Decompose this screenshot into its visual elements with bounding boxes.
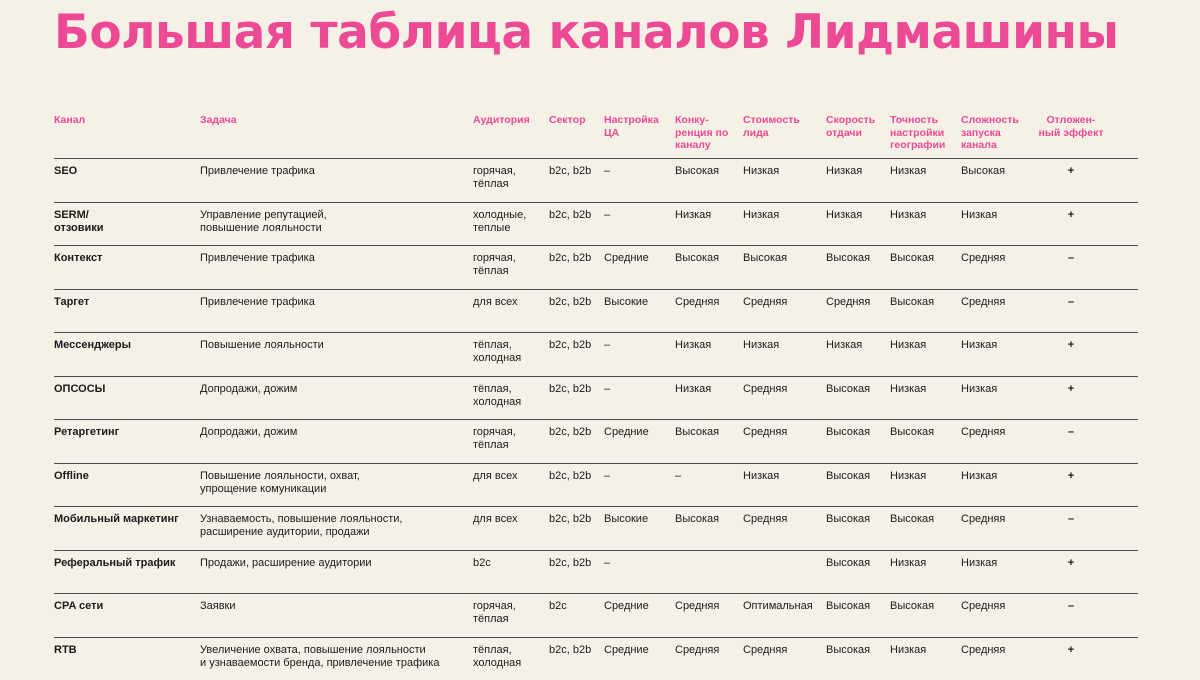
table-cell: Высокая [961, 165, 1033, 178]
table-cell: тёплая, холодная [473, 644, 543, 670]
column-header: Скорость отдачи [826, 114, 888, 139]
column-header: Точность настройки географии [890, 114, 956, 152]
table-cell: – [1038, 513, 1104, 526]
table-cell: + [1038, 644, 1104, 657]
table-cell: Средняя [826, 296, 888, 309]
table-cell: горячая, тёплая [473, 252, 543, 278]
table-row [54, 419, 1138, 463]
table-cell: Низкая [890, 383, 956, 396]
table-cell: Низкая [743, 470, 821, 483]
table-cell: Средняя [743, 296, 821, 309]
table-cell: b2c, b2b [549, 209, 601, 222]
table-row [54, 332, 1138, 376]
table-row [54, 202, 1138, 246]
table-cell: Низкая [961, 557, 1033, 570]
table-cell: Низкая [826, 165, 888, 178]
table-cell: Высокая [826, 513, 888, 526]
table-cell: тёплая, холодная [473, 339, 543, 365]
table-cell: Высокая [826, 600, 888, 613]
table-cell: Низкая [675, 339, 737, 352]
table-cell: + [1038, 339, 1104, 352]
table-cell: Низкая [675, 383, 737, 396]
table-cell: Повышение лояльности, охват, упрощение комуникации [200, 470, 468, 496]
column-header: Стоимость лида [743, 114, 821, 139]
table-cell: – [604, 383, 670, 396]
table-cell: Низкая [675, 209, 737, 222]
table-cell: Низкая [890, 470, 956, 483]
table-cell: Высокая [826, 383, 888, 396]
table-cell: Средняя [961, 600, 1033, 613]
table-cell: для всех [473, 470, 543, 483]
table-cell: Низкая [826, 339, 888, 352]
table-cell: Низкая [890, 209, 956, 222]
column-header: Настройка ЦА [604, 114, 670, 139]
table-cell: Низкая [890, 644, 956, 657]
table-cell: Средняя [743, 383, 821, 396]
table-cell: Высокая [675, 513, 737, 526]
table-cell: Высокая [826, 252, 888, 265]
table-row [54, 245, 1138, 289]
table-cell: Средняя [961, 644, 1033, 657]
table-row [54, 289, 1138, 333]
table-cell: Низкая [743, 209, 821, 222]
table-cell: Заявки [200, 600, 468, 613]
table-cell: Средняя [961, 296, 1033, 309]
table-cell: Высокая [826, 426, 888, 439]
table-cell: Допродажи, дожим [200, 383, 468, 396]
table-cell: b2c, b2b [549, 470, 601, 483]
table-row [54, 506, 1138, 550]
channel-name: SERM/ отзовики [54, 209, 194, 235]
table-cell: холодные, теплые [473, 209, 543, 235]
table-row [54, 158, 1138, 202]
table-cell: b2c [473, 557, 543, 570]
table-cell: Средняя [675, 296, 737, 309]
table-cell: Высокие [604, 513, 670, 526]
table-cell: – [1038, 426, 1104, 439]
table-row [54, 550, 1138, 594]
channel-name: ОПСОСЫ [54, 383, 194, 396]
table-cell: Продажи, расширение аудитории [200, 557, 468, 570]
channel-name: Реферальный трафик [54, 557, 194, 570]
table-cell: Низкая [961, 470, 1033, 483]
channel-name: Контекст [54, 252, 194, 265]
table-cell: Средние [604, 600, 670, 613]
table-cell: Средние [604, 644, 670, 657]
table-cell: b2c, b2b [549, 296, 601, 309]
table-cell: + [1038, 165, 1104, 178]
table-cell: Высокие [604, 296, 670, 309]
table-cell: b2c, b2b [549, 252, 601, 265]
table-cell: – [604, 209, 670, 222]
table-cell: Средняя [961, 252, 1033, 265]
page-title: Большая таблица каналов Лидмашины [54, 0, 1118, 66]
channel-name: Таргет [54, 296, 194, 309]
table-cell: Высокая [890, 296, 956, 309]
table-cell: Высокая [826, 470, 888, 483]
table-cell: горячая, тёплая [473, 600, 543, 626]
table-cell: Средняя [675, 644, 737, 657]
table-header [54, 114, 1138, 158]
table-cell: Высокая [826, 644, 888, 657]
table-cell: Управление репутацией, повышение лояльности [200, 209, 468, 235]
table-cell: Низкая [826, 209, 888, 222]
table-cell: + [1038, 557, 1104, 570]
table-cell: – [604, 339, 670, 352]
table-row [54, 463, 1138, 507]
table-body [54, 158, 1138, 680]
table-row [54, 376, 1138, 420]
table-cell: – [604, 557, 670, 570]
table-row [54, 593, 1138, 637]
table-cell: Высокая [890, 252, 956, 265]
table-cell: Высокая [675, 165, 737, 178]
column-header: Конку- ренция по каналу [675, 114, 737, 152]
channel-name: Мессенджеры [54, 339, 194, 352]
channel-name: Offline [54, 470, 194, 483]
table-cell: – [604, 470, 670, 483]
table-cell: Низкая [961, 209, 1033, 222]
table-cell: Низкая [743, 165, 821, 178]
column-header: Аудитория [473, 114, 543, 127]
table-cell: – [604, 165, 670, 178]
table-cell: + [1038, 470, 1104, 483]
table-cell: Высокая [890, 513, 956, 526]
table-cell: Средняя [675, 600, 737, 613]
column-header: Задача [200, 114, 468, 127]
table-cell: горячая, тёплая [473, 165, 543, 191]
table-cell: Средняя [961, 513, 1033, 526]
table-cell: Средняя [743, 644, 821, 657]
table-cell: Допродажи, дожим [200, 426, 468, 439]
table-cell: Низкая [743, 339, 821, 352]
table-cell: Средние [604, 252, 670, 265]
column-header: Сектор [549, 114, 601, 127]
table-cell: Средние [604, 426, 670, 439]
table-cell: Привлечение трафика [200, 252, 468, 265]
table-cell: – [1038, 600, 1104, 613]
table-cell: b2c, b2b [549, 383, 601, 396]
table-cell: Высокая [743, 252, 821, 265]
table-cell: Оптимальная [743, 600, 821, 613]
table-cell: горячая, тёплая [473, 426, 543, 452]
table-cell: b2c, b2b [549, 165, 601, 178]
table-cell: Средняя [961, 426, 1033, 439]
table-cell: Средняя [743, 426, 821, 439]
table-cell: Высокая [890, 426, 956, 439]
table-cell: Низкая [890, 557, 956, 570]
table-cell: Привлечение трафика [200, 296, 468, 309]
table-cell: Привлечение трафика [200, 165, 468, 178]
channel-name: SEO [54, 165, 194, 178]
table-cell: Узнаваемость, повышение лояльности, расширение аудитории, продажи [200, 513, 468, 539]
channel-name: RTB [54, 644, 194, 657]
channel-name: CPA сети [54, 600, 194, 613]
table-cell: Повышение лояльности [200, 339, 468, 352]
table-cell: Увеличение охвата, повышение лояльности и узнаваемости бренда, привлечение трафика [200, 644, 468, 670]
table-cell: Высокая [675, 426, 737, 439]
table-cell: для всех [473, 296, 543, 309]
column-header: Отложен- ный эффект [1038, 114, 1104, 139]
channel-name: Ретаргетинг [54, 426, 194, 439]
channels-table [54, 114, 1138, 680]
column-header: Канал [54, 114, 194, 127]
table-cell: Высокая [826, 557, 888, 570]
table-cell: Высокая [675, 252, 737, 265]
table-row [54, 637, 1138, 680]
table-cell: b2c, b2b [549, 339, 601, 352]
table-cell: b2c, b2b [549, 426, 601, 439]
table-cell: b2c, b2b [549, 557, 601, 570]
table-cell: Низкая [890, 165, 956, 178]
table-cell: Высокая [890, 600, 956, 613]
table-cell: тёплая, холодная [473, 383, 543, 409]
table-cell: – [1038, 252, 1104, 265]
table-cell: Низкая [890, 339, 956, 352]
table-cell: Низкая [961, 383, 1033, 396]
table-cell: для всех [473, 513, 543, 526]
channel-name: Мобильный маркетинг [54, 513, 194, 526]
table-cell: b2c, b2b [549, 513, 601, 526]
table-cell: – [675, 470, 737, 483]
table-cell: + [1038, 383, 1104, 396]
table-cell: – [1038, 296, 1104, 309]
table-cell: Низкая [961, 339, 1033, 352]
table-cell: b2c [549, 600, 601, 613]
table-cell: b2c, b2b [549, 644, 601, 657]
table-cell: Средняя [743, 513, 821, 526]
table-cell: + [1038, 209, 1104, 222]
column-header: Сложность запуска канала [961, 114, 1033, 152]
